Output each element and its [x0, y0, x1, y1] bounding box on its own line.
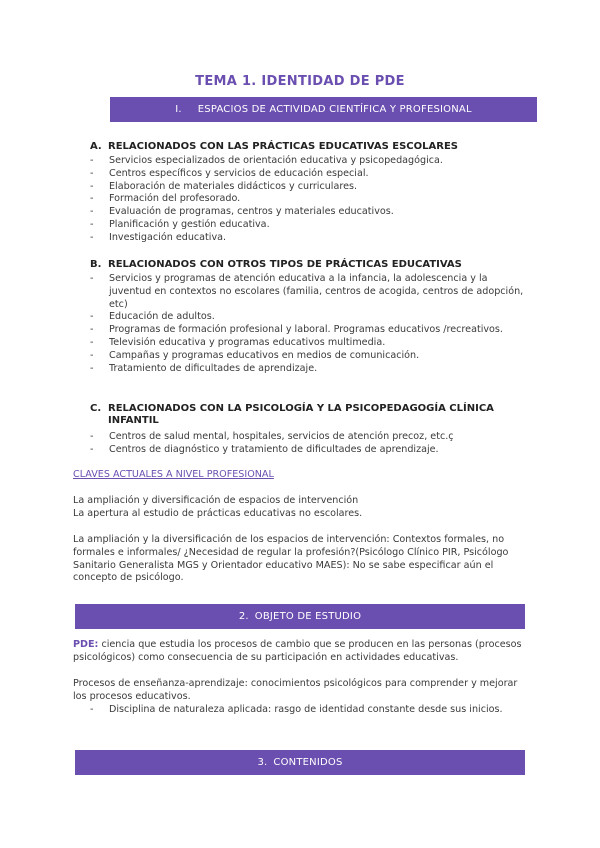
section-1-header: [110, 97, 537, 122]
list-item: - Centros de salud mental, hospitales, servicios de atención precoz, etc.ç: [90, 431, 530, 444]
subsection-c-title: RELACIONADOS CON LA PSICOLOGÍA Y LA PSICOPEDAGOGÍA CLÍNICA: [108, 403, 494, 414]
subsection-a-letter: A.: [90, 141, 102, 152]
page-title: TEMA 1. IDENTIDAD DE PDE: [195, 74, 405, 89]
pde-definition: [73, 639, 533, 665]
list-item: - Investigación educativa.: [90, 232, 530, 245]
list-item: - Tratamiento de dificultades de aprendizaje.: [90, 363, 530, 376]
section-2-header: [75, 604, 525, 629]
subsection-a-heading: [90, 141, 530, 153]
claves-lines: [73, 495, 533, 521]
list-item: - Televisión educativa y programas educativos multimedia.: [90, 337, 530, 350]
subsection-b-list: [90, 273, 530, 375]
subsection-a-list: [90, 155, 530, 245]
list-item: - Formación del profesorado.: [90, 193, 530, 206]
subsection-c-heading: [90, 403, 530, 427]
list-item: - Centros específicos y servicios de educación especial.: [90, 168, 530, 181]
claves-heading-text: CLAVES ACTUALES A NIVEL PROFESIONAL: [73, 469, 274, 480]
subsection-c-title-cont: INFANTIL: [108, 415, 159, 426]
list-item: - Campañas y programas educativos en medios de comunicación.: [90, 350, 530, 363]
claves-heading: [73, 469, 533, 482]
subsection-c-list: [90, 431, 530, 457]
pde-text: ciencia que estudia los procesos de cambio que se producen en las personas (procesos psicológicos) como consecuencia de su participación en actividades educativas.: [73, 639, 522, 663]
procesos-paragraph: Procesos de enseñanza-aprendizaje: conocimientos psicológicos para comprender y mejorar los procesos educativos.: [73, 678, 518, 702]
section-2-number: 2.: [238, 611, 249, 622]
list-item: - Servicios y programas de atención educativa a la infancia, la adolescencia y la juventud en contextos no escolares (familia, centros de acogida, centros de adopción, etc): [90, 273, 530, 311]
subsection-b-heading: [90, 259, 530, 271]
section-3-label: CONTENIDOS: [273, 757, 343, 768]
claves-line-2: La apertura al estudio de prácticas educativas no escolares.: [73, 507, 363, 519]
list-item: - Evaluación de programas, centros y materiales educativos.: [90, 206, 530, 219]
list-item: - Disciplina de naturaleza aplicada: rasgo de identidad constante desde sus inicios.: [90, 704, 530, 717]
section-3-number: 3.: [257, 757, 268, 768]
list-item: - Planificación y gestión educativa.: [90, 219, 530, 232]
section-2-list: [90, 704, 530, 717]
list-item: - Programas de formación profesional y laboral. Programas educativos /recreativos.: [90, 324, 530, 337]
subsection-a-title: RELACIONADOS CON LAS PRÁCTICAS EDUCATIVAS ESCOLARES: [108, 141, 458, 152]
claves-paragraph: La ampliación y la diversificación de los espacios de intervención: Contextos formales, no formales e informales/ ¿Necesidad de regular la profesión?(Psicólogo Clínico PIR, Psicólogo Sanitario Generalista MGS y Orientador educativo MAES): No se sabe especificar aún el concepto de psicólogo.: [73, 534, 509, 584]
list-item: - Educación de adultos.: [90, 311, 530, 324]
pde-label: PDE:: [73, 639, 99, 650]
list-item: - Elaboración de materiales didácticos y curriculares.: [90, 181, 530, 194]
section-3-header: [75, 750, 525, 775]
section-1-label: ESPACIOS DE ACTIVIDAD CIENTÍFICA Y PROFESIONAL: [197, 104, 472, 115]
subsection-b-title: RELACIONADOS CON OTROS TIPOS DE PRÁCTICAS EDUCATIVAS: [108, 259, 462, 270]
section-1-number: I.: [175, 104, 182, 115]
section-2-label: OBJETO DE ESTUDIO: [254, 611, 362, 622]
list-item: - Centros de diagnóstico y tratamiento de dificultades de aprendizaje.: [90, 444, 530, 457]
claves-line-1: La ampliación y diversificación de espacios de intervención: [73, 495, 359, 506]
subsection-c-letter: C.: [90, 403, 102, 414]
list-item: - Servicios especializados de orientación educativa y psicopedagógica.: [90, 155, 530, 168]
subsection-b-letter: B.: [90, 259, 102, 270]
